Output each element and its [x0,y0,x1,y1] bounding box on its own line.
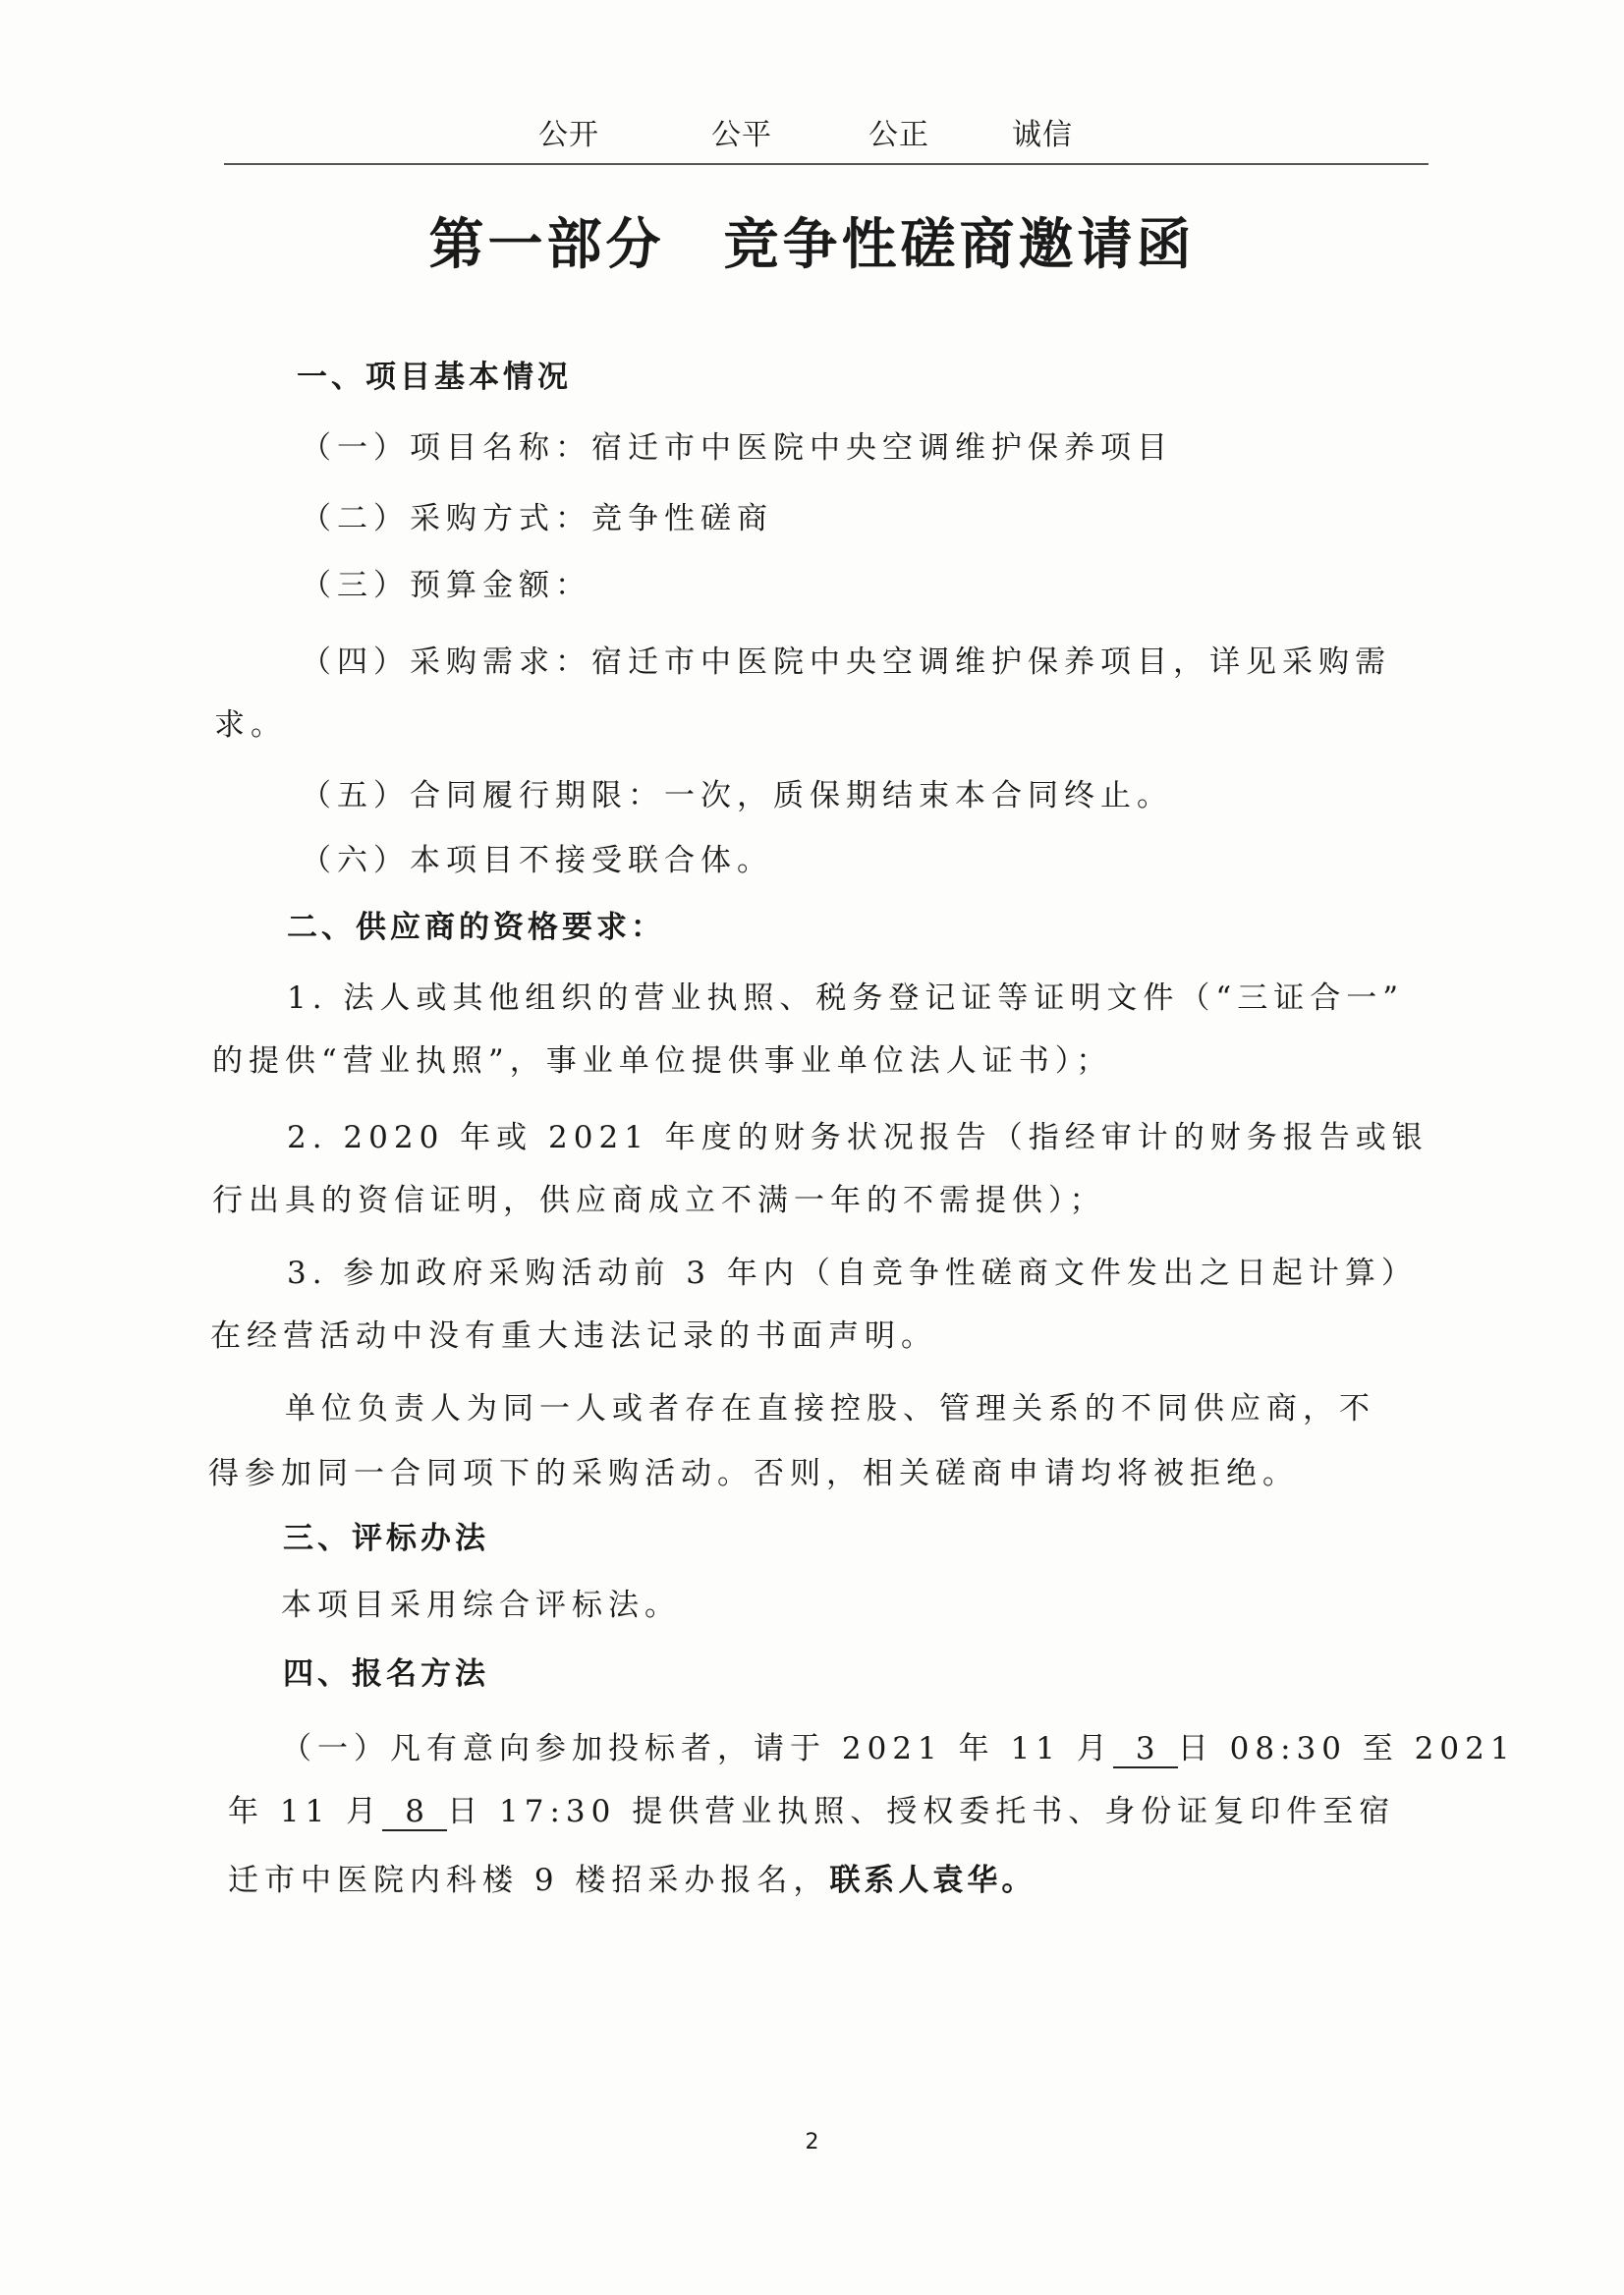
budget-line: （三）预算金额： [301,568,591,603]
related-supplier-note-line: 单位负责人为同一人或者存在直接控股、管理关系的不同供应商，不 [285,1391,1375,1427]
motto-word: 公开 [538,118,599,152]
qualification-2-line-continued: 行出具的资信证明，供应商成立不满一年的不需提供）； [212,1183,1106,1218]
motto-word: 公平 [711,118,772,152]
registration-text: （一）凡有意向参加投标者，请于 2021 年 11 月 [281,1731,1113,1766]
procurement-method-line: （二）采购方式：竞争性磋商 [301,501,773,536]
project-name-line: （一）项目名称：宿迁市中医院中央空调维护保养项目 [301,430,1173,466]
requirements-line: （四）采购需求：宿迁市中医院中央空调维护保养项目，详见采购需 [301,644,1391,680]
related-supplier-note-line-continued: 得参加同一合同项下的采购活动。否则，相关磋商申请均将被拒绝。 [208,1456,1299,1491]
header-divider [224,163,1428,165]
qualification-1-line-continued: 的提供“营业执照”，事业单位提供事业单位法人证书）； [212,1043,1113,1079]
registration-location-line [228,1859,1036,1902]
qualification-3-line: 3. 参加政府采购活动前 3 年内（自竞争性磋商文件发出之日起计算） [287,1256,1418,1291]
registration-text: 年 11 月 [228,1794,383,1829]
registration-text: 日 08:30 至 2021 [1177,1731,1516,1766]
qualification-2-line: 2. 2020 年或 2021 年度的财务状况报告（指经审计的财务报告或银 [287,1120,1428,1155]
consortium-line: （六）本项目不接受联合体。 [301,843,773,878]
section-heading-project-info: 一、项目基本情况 [297,360,572,395]
section-heading-registration: 四、报名方法 [283,1656,489,1692]
registration-period-line-continued [228,1790,1395,1833]
section-heading-evaluation: 三、评标办法 [283,1521,489,1556]
contract-term-line: （五）合同履行期限：一次，质保期结束本合同终止。 [301,778,1173,813]
header-motto [0,116,1624,159]
registration-text: 迁市中医院内科楼 9 楼招采办报名， [228,1863,830,1898]
contact-person: 联系人袁华。 [829,1863,1036,1898]
qualification-1-line: 1. 法人或其他组织的营业执照、税务登记证等证明文件（“三证合一” [287,980,1405,1016]
requirements-line-continued: 求。 [214,707,287,743]
registration-end-day: 8 [382,1794,447,1831]
evaluation-method-line: 本项目采用综合评标法。 [281,1588,681,1623]
motto-word: 诚信 [1012,118,1073,152]
page-title: 第一部分 竞争性磋商邀请函 [428,213,1196,277]
registration-start-day: 3 [1113,1731,1178,1768]
qualification-3-line-continued: 在经营活动中没有重大违法记录的书面声明。 [210,1318,937,1354]
registration-period-line [281,1727,1516,1770]
section-heading-qualifications: 二、供应商的资格要求： [287,910,665,945]
motto-word: 公正 [868,118,929,152]
registration-text: 日 17:30 提供营业执照、授权委托书、身份证复印件至宿 [447,1794,1396,1829]
page-number: 2 [805,2130,819,2155]
